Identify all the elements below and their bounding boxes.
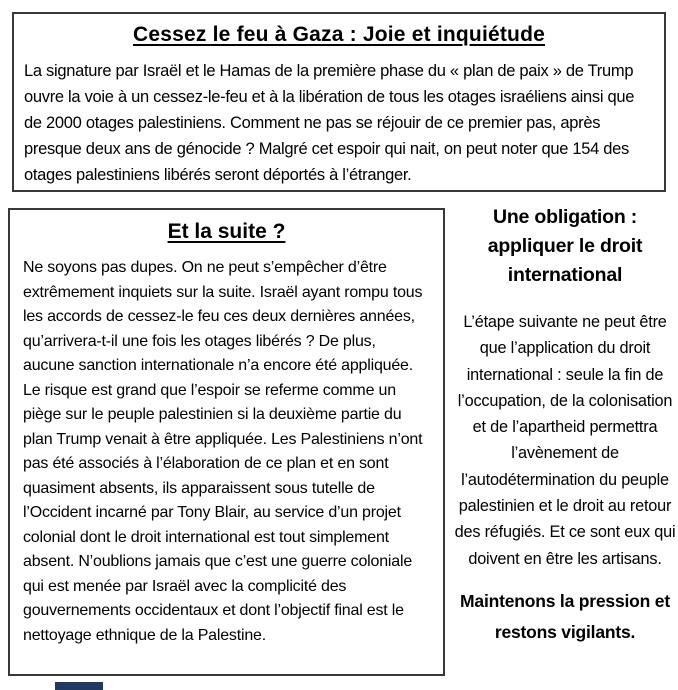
suite-box [8, 208, 445, 676]
suite-body [23, 256, 431, 648]
cutoff-navy-banner [55, 682, 103, 690]
obligation-body: L’étape suivante ne peut être que l’application du droit international : seule la fin de l’occupation, de la colonisation et de l’apartheid permettra l’avènement de l’autodétermination du peuple palestinien et le droit au retour des réfugiés. Et ce sont eux qui doivent en être les artisans. [454, 313, 676, 568]
pressure-footer: Maintenons la pression et restons vigilants. [460, 590, 670, 642]
suite-title: Et la suite ? [167, 220, 286, 243]
ceasefire-box [12, 12, 666, 192]
obligation-column [452, 203, 678, 648]
obligation-title: Une obligation : appliquer le droit international [487, 206, 643, 286]
suite-paragraph-2: Le risque est grand que l’espoir se referme comme un piège sur le peuple palestinien si la deuxième partie du plan Trump venait à être appliquée. Les Palestiniens n’ont pas été associés à l’élaboration de ce plan et en sont quasiment absents, ils apparaissent sous tutelle de l’Occident incarné par Tony Blair, au service d’un projet colonial dont le droit international est tout simplement absent. N’oublions jamais que c’est une guerre coloniale qui est menée par Israël avec la complicité des gouvernements occidentaux et dont l’objectif final est le nettoyage ethnique de la Palestine. [23, 381, 423, 644]
suite-paragraph-1: Ne soyons pas dupes. On ne peut s’empêcher d’être extrêmement inquiets sur la suite. Israël ayant rompu tous les accords de cessez-le feu ces deux dernières années, qu’arrivera-t-il une fois les otages libérés ? De plus, aucune sanction internationale n’a encore été appliquée. [23, 259, 423, 374]
ceasefire-body: La signature par Israël et le Hamas de la première phase du « plan de paix » de Trump ouvre la voie à un cessez-le-feu et à la libération de tous les otages israéliens ainsi que de 2000 otages palestiniens. Comment ne pas se réjouir de ce premier pas, après presque deux ans de génocide ? Malgré cet espoir qui nait, on peut noter que 154 des otages palestiniens libérés seront déportés à l’étranger. [24, 62, 635, 184]
ceasefire-title: Cessez le feu à Gaza : Joie et inquiétude [133, 23, 545, 46]
